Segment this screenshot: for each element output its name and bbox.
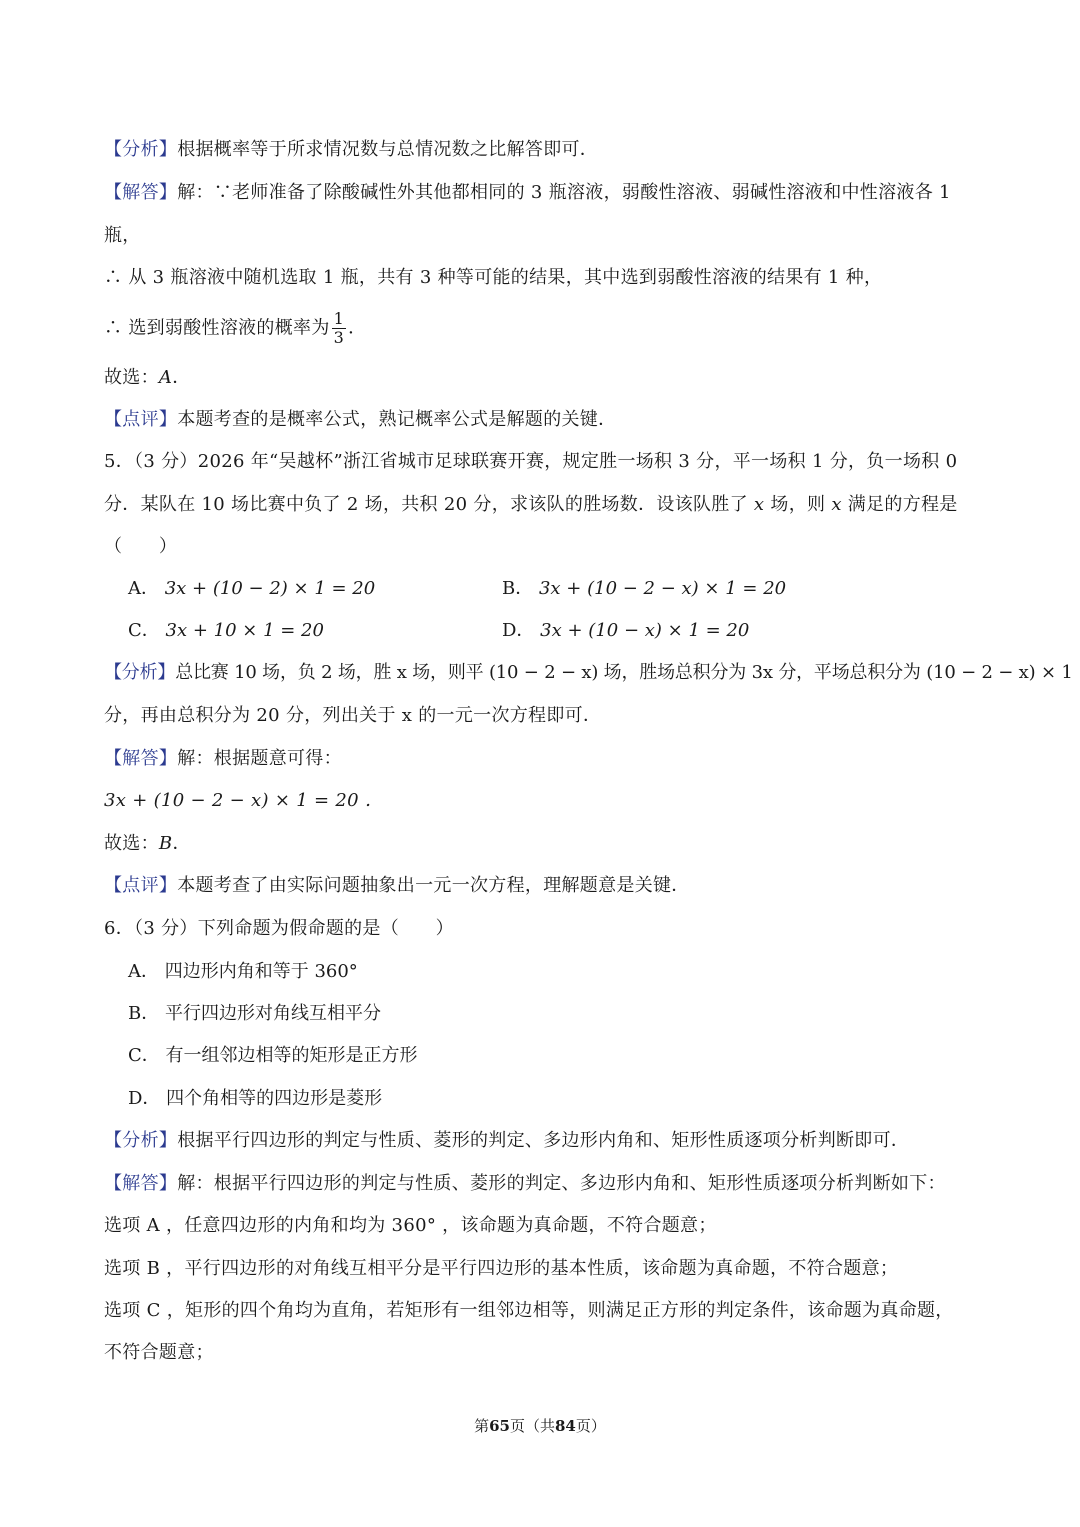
- analysis-tag: 【分析】: [104, 1130, 178, 1151]
- q6-option-a: [128, 960, 358, 984]
- comment-line: [104, 408, 616, 432]
- analysis-tag: 【分析】: [104, 662, 176, 683]
- solution-text: 解：根据平行四边形的判定与性质、菱形的判定、多边形内角和、矩形性质逐项分析判断如下：: [177, 1173, 946, 1194]
- q5-stem-line-2: [104, 493, 958, 517]
- solution-line-4: [104, 310, 366, 347]
- solution-tag: 【解答】: [104, 748, 178, 769]
- q5-var-x: x: [831, 494, 842, 515]
- analysis-text: 总比赛 10 场，负 2 场，胜 x 场，则平 (10 − 2 − x) 场，胜场总积分为 3x 分，平场总积分为 (10 − 2 − x) × 1: [175, 662, 1073, 683]
- q6-stem: 6．（3 分）下列命题为假命题的是（ ）: [104, 918, 454, 939]
- page-number: 65: [489, 1417, 510, 1435]
- option-label: A．: [128, 578, 159, 599]
- option-expr: 3x + 10 × 1 = 20: [165, 620, 324, 641]
- option-text: 四边形内角和等于 360°: [164, 961, 358, 982]
- choose-line: [104, 366, 191, 390]
- q5-stem-line-3: （ ）: [104, 536, 178, 557]
- footer-mid: 页（共: [509, 1417, 555, 1435]
- option-label: C．: [128, 620, 160, 641]
- comment-text: 本题考查了由实际问题抽象出一元一次方程，理解题意是关键．: [177, 875, 690, 896]
- option-expr: 3x + (10 − 2 − x) × 1 = 20: [538, 578, 787, 599]
- page-footer: [0, 1416, 1080, 1436]
- q6-option-b: [128, 1002, 381, 1026]
- q5-analysis-line-1: [104, 661, 1073, 685]
- comment-tag: 【点评】: [104, 875, 178, 896]
- solution-text-4: ∴ 选到弱酸性溶液的概率为: [104, 317, 330, 339]
- option-label: C．: [128, 1045, 160, 1066]
- q5-var-x: x: [753, 494, 765, 515]
- q5-analysis-line-2: 分，再由总积分为 20 分，列出关于 x 的一元一次方程即可．: [104, 705, 602, 726]
- option-text: 有一组邻边相等的矩形是正方形: [165, 1045, 418, 1066]
- q5-option-d: [502, 619, 749, 643]
- choose-value: B: [158, 833, 173, 854]
- option-label: D．: [128, 1088, 161, 1109]
- q6-analysis-line: [104, 1129, 909, 1153]
- solution-text-1: 解：∵老师准备了除酸碱性外其他都相同的 3 瓶溶液，弱酸性溶液、弱碱性溶液和中性溶液各 1: [177, 182, 951, 203]
- q5-solution-line-1: [104, 747, 342, 771]
- solution-end-4: ．: [348, 317, 367, 339]
- analysis-line: [104, 138, 598, 162]
- choose-label: 故选：: [104, 833, 159, 854]
- solution-line-1: [104, 181, 951, 205]
- solution-tag: 【解答】: [104, 182, 178, 203]
- option-label: A．: [128, 961, 159, 982]
- q6-solution-line-4: 选项 C ，矩形的四个角均为直角，若矩形有一组邻边相等，则满足正方形的判定条件，该命题为真命题，: [104, 1300, 954, 1321]
- comment-text: 本题考查的是概率公式，熟记概率公式是解题的关键．: [177, 409, 617, 430]
- q5-option-b: [502, 577, 786, 601]
- q5-option-a: [128, 577, 375, 601]
- option-text: 四个角相等的四边形是菱形: [166, 1088, 383, 1109]
- solution-text: 解：根据题意可得：: [177, 748, 342, 769]
- option-text: 平行四边形对角线互相平分: [164, 1003, 381, 1024]
- q5-stem-text-b: 场，则: [764, 494, 832, 515]
- total-pages: 84: [555, 1417, 576, 1435]
- analysis-tag: 【分析】: [104, 139, 178, 160]
- option-expr: 3x + (10 − x) × 1 = 20: [540, 620, 750, 641]
- q5-stem-line-1: 5．（3 分）2026 年“吴越杯”浙江省城市足球联赛开赛，规定胜一场积 3 分，平一场积 1 分，负一场积 0: [104, 451, 958, 472]
- choose-label: 故选：: [104, 367, 159, 388]
- q5-equation: 3x + (10 − 2 − x) × 1 = 20 ．: [104, 790, 384, 811]
- fraction: [332, 310, 346, 347]
- analysis-text: 根据平行四边形的判定与性质、菱形的判定、多边形内角和、矩形性质逐项分析判断即可．: [177, 1130, 910, 1151]
- choose-end: ．: [172, 367, 191, 388]
- option-label: D．: [502, 620, 535, 641]
- footer-prefix: 第: [474, 1417, 490, 1435]
- choose-end: ．: [172, 833, 191, 854]
- q6-solution-line-5: 不符合题意；: [104, 1342, 214, 1363]
- analysis-text: 根据概率等于所求情况数与总情况数之比解答即可．: [177, 139, 599, 160]
- q5-option-c: [128, 619, 324, 643]
- solution-line-3: ∴ 从 3 瓶溶液中随机选取 1 瓶，共有 3 种等可能的结果，其中选到弱酸性溶液的结果有 1 种，: [104, 267, 883, 288]
- q5-stem-text-a: 分．某队在 10 场比赛中负了 2 场，共积 20 分，求该队的胜场数．设该队胜了: [104, 494, 754, 515]
- fraction-numerator: 1: [333, 309, 345, 328]
- q5-choose-line: [104, 832, 191, 856]
- footer-suffix: 页）: [575, 1417, 606, 1435]
- q6-solution-line-3: 选项 B ，平行四边形的对角线互相平分是平行四边形的基本性质，该命题为真命题，不符合题意；: [104, 1258, 899, 1279]
- q5-stem-text-c: 满足的方程是: [841, 494, 958, 515]
- q6-solution-line-1: [104, 1172, 946, 1196]
- q6-option-d: [128, 1087, 382, 1111]
- comment-tag: 【点评】: [104, 409, 178, 430]
- option-label: B．: [128, 1003, 160, 1024]
- q6-solution-line-2: 选项 A ，任意四边形的内角和均为 360° ，该命题为真命题，不符合题意；: [104, 1215, 717, 1236]
- solution-tag: 【解答】: [104, 1173, 178, 1194]
- choose-value: A: [158, 367, 173, 388]
- q6-option-c: [128, 1044, 418, 1068]
- fraction-denominator: 3: [333, 328, 345, 347]
- option-label: B．: [502, 578, 534, 599]
- option-expr: 3x + (10 − 2) × 1 = 20: [164, 578, 376, 599]
- q5-comment-line: [104, 874, 690, 898]
- solution-line-2: 瓶，: [104, 225, 141, 246]
